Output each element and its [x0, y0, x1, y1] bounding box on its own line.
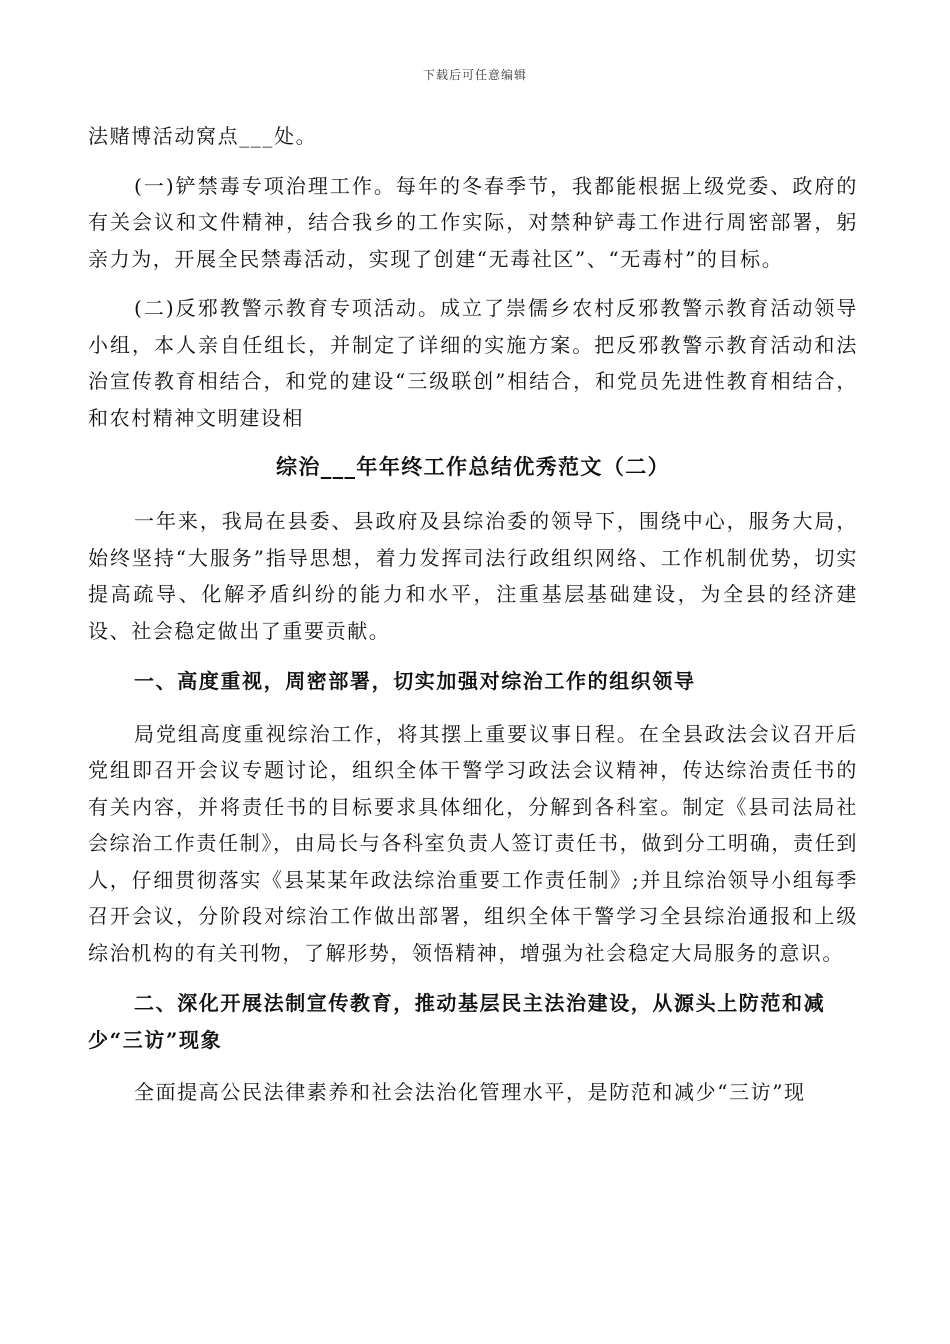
paragraph-intro: 一年来，我局在县委、县政府及县综治委的领导下，围绕中心，服务大局，始终坚持“大服务”指导思想，着力发挥司法行政组织网络、工作机制优势，切实提高疏导、化解矛盾纠纷的能力和水平，注重基层基础建设，为全县的经济建设、社会稳定做出了重要贡献。	[88, 509, 858, 643]
section-heading-2: 二、深化开展法制宣传教育，推动基层民主法治建设，从源头上防范和减少“三访”现象	[88, 991, 826, 1052]
paragraph-anti-cult: (二)反邪教警示教育专项活动。成立了崇儒乡农村反邪教警示教育活动领导小组，本人亲自任组长，并制定了详细的实施方案。把反邪教警示教育活动和法治宣传教育相结合，和党的建设“三级联创”相结合，和党员先进性教育相结合，和农村精神文明建设相	[88, 296, 858, 430]
paragraph-anti-drug: (一)铲禁毒专项治理工作。每年的冬春季节，我都能根据上级党委、政府的有关会议和文件精神，结合我乡的工作实际，对禁种铲毒工作进行周密部署，躬亲力为，开展全民禁毒活动，实现了创建“无毒社区”、“无毒村”的目标。	[88, 173, 858, 271]
paragraph-section-2: 全面提高公民法律素养和社会法治化管理水平，是防范和减少“三访”现	[134, 1080, 806, 1104]
header-note: 下载后可任意编辑	[422, 68, 527, 82]
document-body	[88, 118, 858, 1124]
paragraph-section-1: 局党组高度重视综治工作，将其摆上重要议事日程。在全县政法会议召开后党组即召开会议专题讨论，组织全体干警学习政法会议精神，传达综治责任书的有关内容，并将责任书的目标要求具体细化，分解到各科室。制定《县司法局社会综治工作责任制》，由局长与各科室负责人签订责任书，做到分工明确，责任到人，仔细贯彻落实《县某某年政法综治重要工作责任制》;并且综治领导小组每季召开会议，分阶段对综治工作做出部署，组织全体干警学习全县综治通报和上级综治机构的有关刊物，了解形势，领悟精神，增强为社会稳定大局服务的意识。	[88, 721, 858, 965]
document-title: 综治___年年终工作总结优秀范文（二）	[275, 454, 671, 479]
section-heading-1: 一、高度重视，周密部署，切实加强对综治工作的组织领导	[134, 669, 696, 693]
paragraph-continuation: 法赌博活动窝点___处。	[88, 124, 318, 148]
